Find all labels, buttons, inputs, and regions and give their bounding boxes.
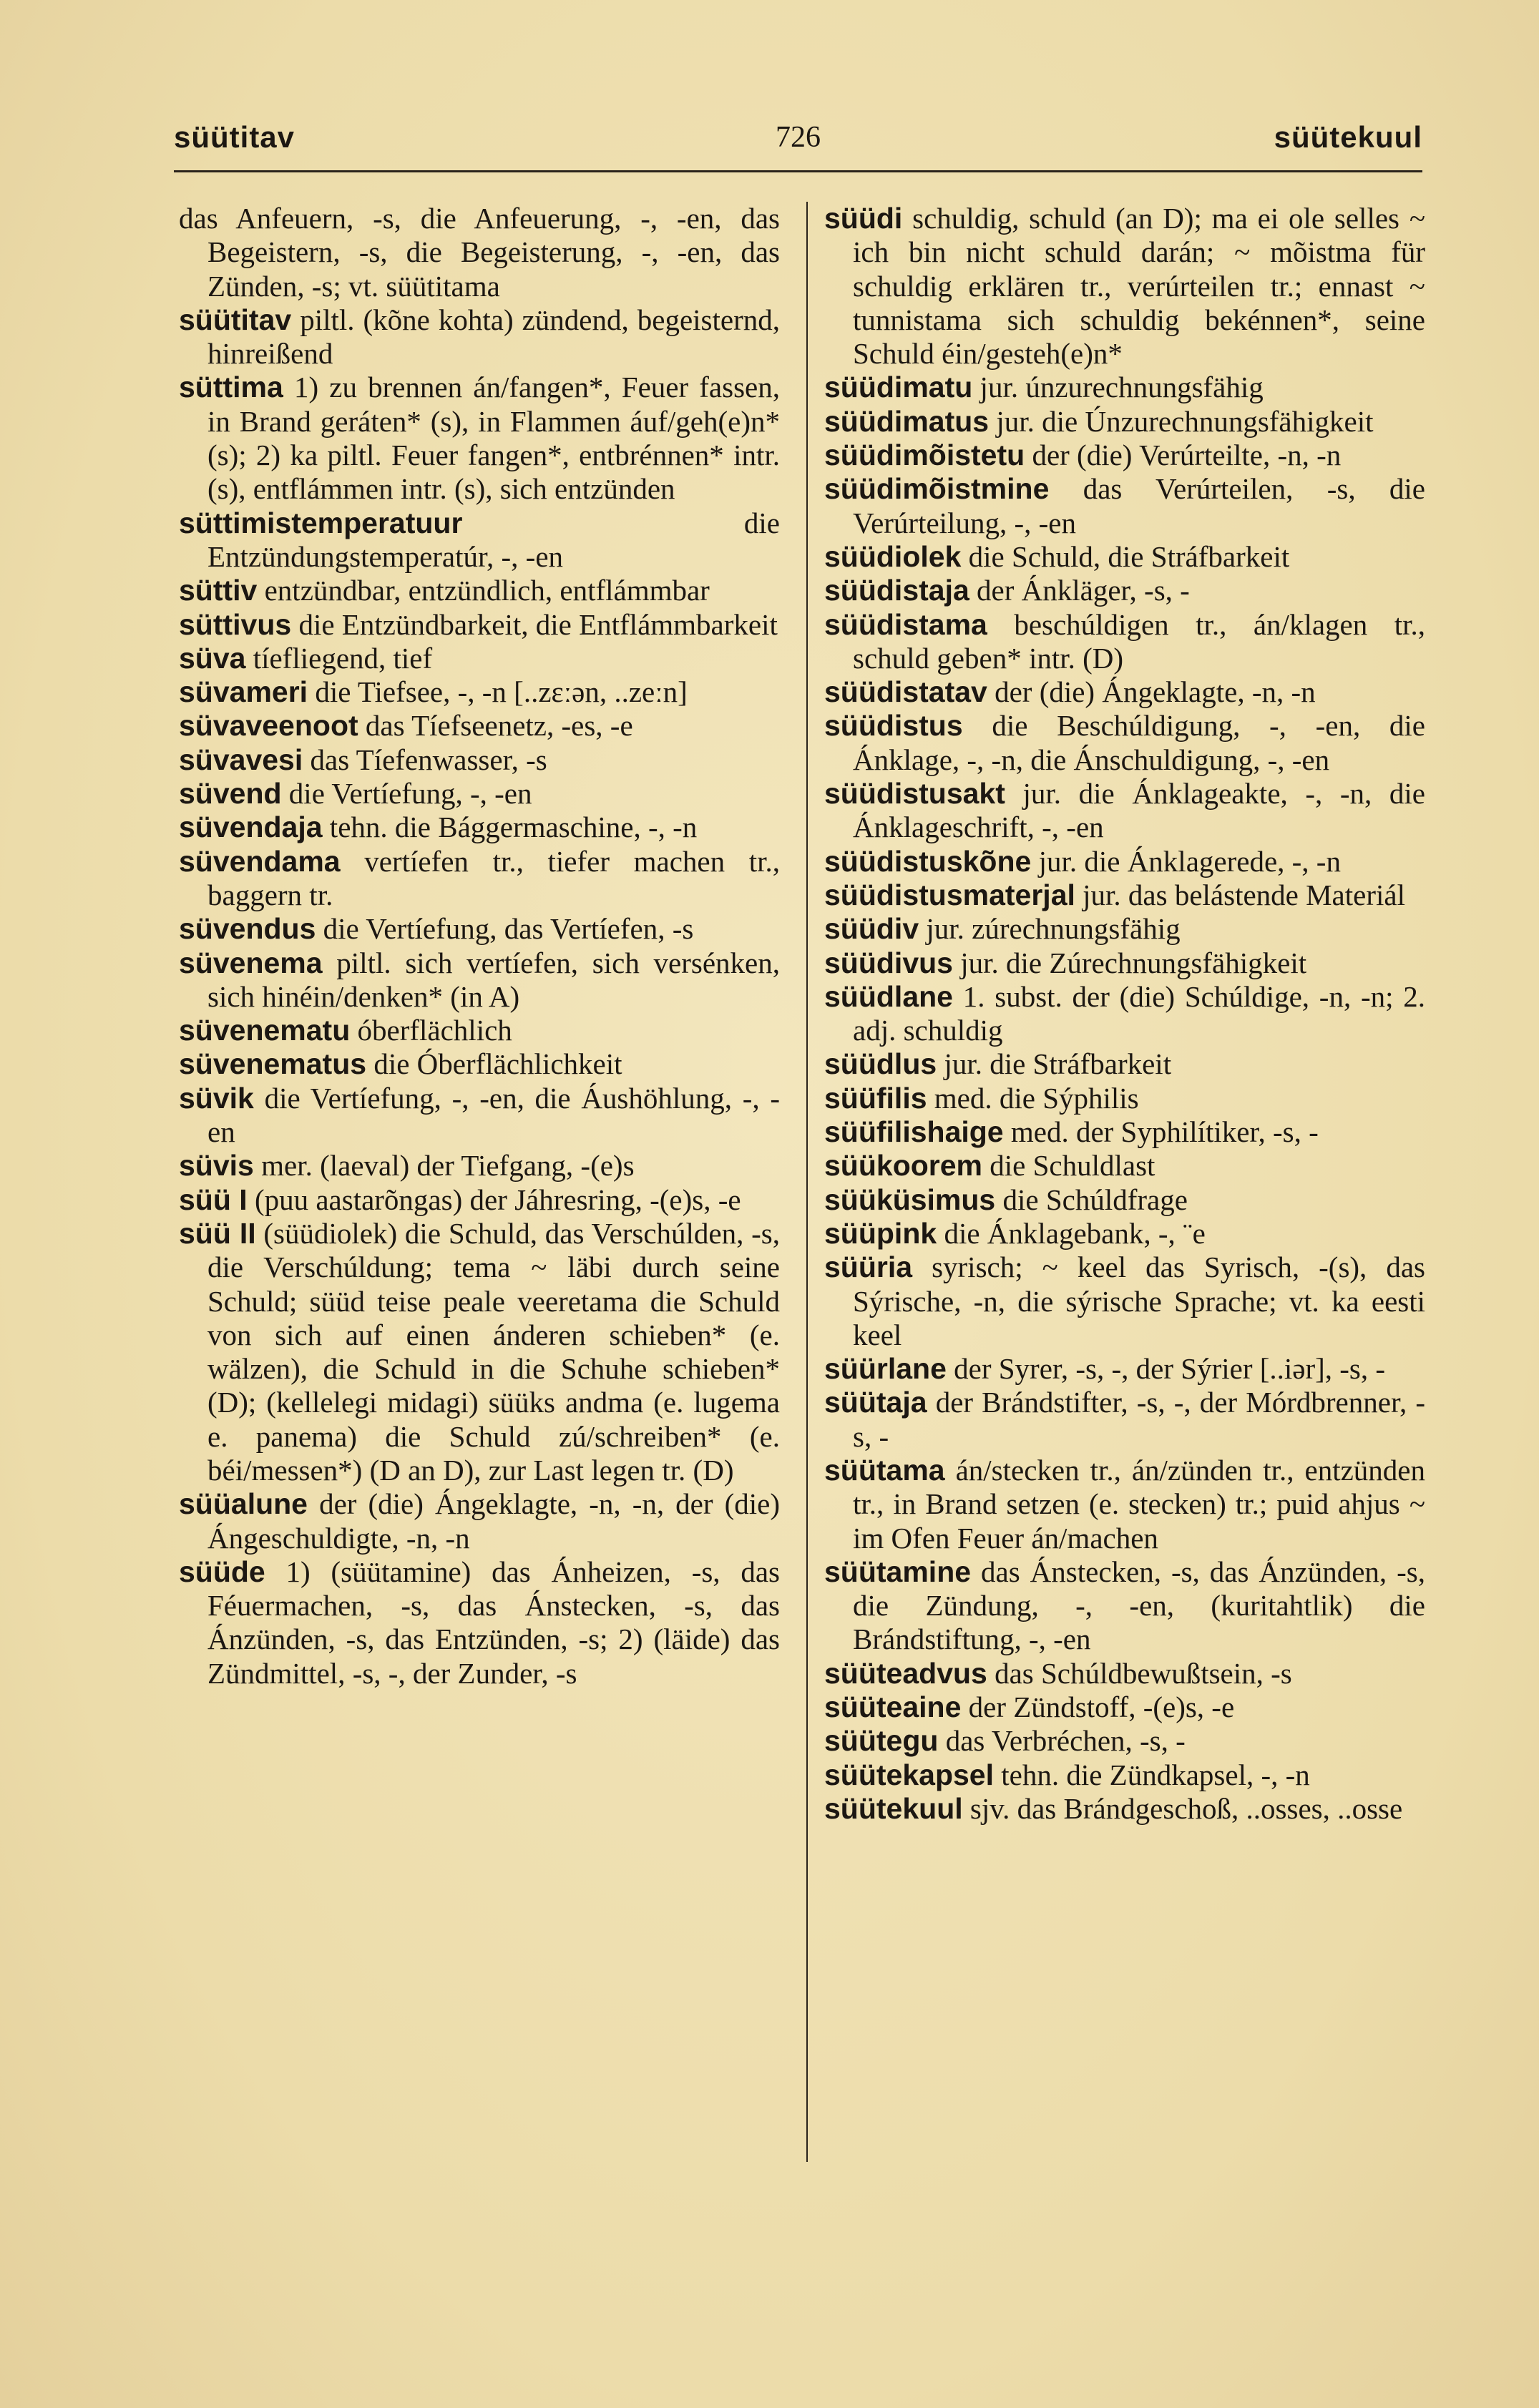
- dictionary-entry: [179, 574, 780, 607]
- entry-definition: der Ánkläger, -s, -: [977, 574, 1190, 607]
- entry-definition: med. der Syphilítiker, -s, -: [1010, 1115, 1319, 1149]
- entry-definition: die Vertíefung, -, -en, die Áushöhlung, -, -en: [207, 1081, 781, 1149]
- dictionary-entry: [824, 946, 1425, 980]
- dictionary-entry: [179, 675, 780, 709]
- dictionary-entry: [824, 1183, 1425, 1217]
- entry-headword: süüde: [179, 1555, 265, 1588]
- entry-headword: süüdi: [824, 202, 903, 235]
- entry-definition: jur. die Ánklageakte, -, -n, die Ánklageschrift, -, -en: [853, 777, 1425, 844]
- dictionary-entry: [824, 1454, 1425, 1555]
- entry-headword: süttivus: [179, 607, 292, 641]
- entry-headword: süüdistus: [824, 709, 963, 743]
- dictionary-entry: [824, 1690, 1425, 1724]
- entry-headword: süüria: [824, 1251, 913, 1284]
- dictionary-entry: [824, 912, 1425, 946]
- entry-headword: süttimistemperatuur: [179, 506, 463, 539]
- entry-definition: tehn. die Bággermaschine, -, -n: [329, 811, 698, 844]
- entry-headword: süüfilis: [824, 1081, 927, 1115]
- right-column: [824, 202, 1425, 1826]
- entry-definition: tíefliegend, tief: [253, 641, 433, 675]
- entry-definition: 1) (süütamine) das Ánheizen, -s, das Féuermachen, -s, das Ánstecken, -s, das Ánzünden, -s, das Entzünden, -s; 2) (läide) das Zündmittel, -s, -, der Zunder, -s: [207, 1555, 780, 1690]
- header-rule: [174, 170, 1422, 172]
- entry-definition: tehn. die Zündkapsel, -, -n: [1001, 1758, 1310, 1791]
- dictionary-entry: [824, 1386, 1425, 1454]
- dictionary-entry: [824, 1047, 1425, 1081]
- entry-definition: jur. zúrechnungsfähig: [926, 912, 1181, 946]
- dictionary-entry: [179, 642, 780, 675]
- entry-headword: süvendus: [179, 912, 316, 946]
- entry-definition: mer. (laeval) der Tiefgang, -(e)s: [261, 1149, 635, 1183]
- entry-headword: süvendama: [179, 844, 341, 878]
- entry-headword: süütekuul: [824, 1791, 963, 1825]
- entry-headword: süvenematus: [179, 1047, 367, 1081]
- entry-definition: das Verbréchen, -s, -: [945, 1724, 1186, 1758]
- entry-definition: der Brándstifter, -s, -, der Mórdbrenner, -s, -: [853, 1386, 1425, 1453]
- entry-definition: das Tíefenwasser, -s: [310, 743, 547, 776]
- entry-headword: süvenematu: [179, 1014, 351, 1047]
- dictionary-entry: [824, 1217, 1425, 1251]
- dictionary-entry: [179, 709, 780, 743]
- dictionary-entry: [179, 1082, 780, 1150]
- entry-definition: 1) zu brennen án/fangen*, Feuer fassen, in Brand geráten* (s), in Flammen áuf/geh(e)n* (s); 2) ka piltl. Feuer fangen*, entbrénnen* intr. (s), entflámmen intr. (s), sich entzünden: [207, 371, 780, 506]
- entry-headword: süüküsimus: [824, 1183, 996, 1216]
- entry-definition: die Entzündungstemperatúr, -, -en: [207, 506, 780, 573]
- entry-definition: die Ánklagebank, -, ¨e: [944, 1216, 1206, 1250]
- dictionary-entry: [179, 811, 780, 844]
- entry-definition: die Schuld, die Stráfbarkeit: [968, 539, 1290, 573]
- entry-headword: süva: [179, 641, 246, 675]
- dictionary-entry: [179, 777, 780, 811]
- dictionary-entry: [824, 1657, 1425, 1690]
- entry-headword: süüdistuskõne: [824, 844, 1032, 878]
- entry-definition: die Tiefsee, -, -n [..zɛːən, ..zeːn]: [315, 675, 688, 709]
- dictionary-entry: [179, 845, 780, 913]
- entry-definition: jur. die Ánklagerede, -, -n: [1038, 844, 1341, 878]
- entry-headword: süüdivus: [824, 946, 953, 979]
- entry-headword: süü II: [179, 1216, 256, 1250]
- dictionary-entry: [824, 1115, 1425, 1149]
- entry-headword: süvis: [179, 1149, 254, 1183]
- entry-definition: die Schúldfrage: [1002, 1183, 1188, 1216]
- dictionary-entry: [179, 912, 780, 946]
- entry-definition: (süüdiolek) die Schuld, das Verschúlden, -s, die Verschúldung; tema ~ läbi durch seine Schuld; süüd teise peale veeretama die Schuld von sich auf einen ánderen schieben* (e. wälzen), die Schuld in die Schuhe schieben* (D); (kellelegi midagi) süüks andma (e. lugema e. panema) die Schuld zú/schreiben* (e. béi/messen*) (D an D), zur Last legen tr. (D): [207, 1216, 780, 1487]
- dictionary-entry: [179, 1047, 780, 1081]
- dictionary-entry: [179, 1014, 780, 1047]
- dictionary-entry: [179, 1555, 780, 1690]
- entry-headword: süüdimatus: [824, 404, 990, 438]
- entry-definition: schuldig, schuld (an D); ma ei ole selles ~ ich bin nicht schuld darán; ~ mõistma für schuldig erklären tr., verúrteilen tr.; ennast ~ tunnistama sich schuldig bekénnen*, seine Schuld éin/gesteh(e)n*: [853, 202, 1425, 371]
- entry-headword: süüteaine: [824, 1690, 962, 1724]
- entry-definition: der Syrer, -s, -, der Sýrier [..iər], -s, -: [954, 1352, 1386, 1386]
- entry-definition: jur. únzurechnungsfähig: [979, 371, 1264, 404]
- entry-headword: süüdiv: [824, 912, 919, 946]
- entry-definition: jur. die Zúrechnungsfähigkeit: [960, 946, 1307, 979]
- entry-definition: die Vertíefung, das Vertíefen, -s: [323, 912, 694, 946]
- entry-headword: süüalune: [179, 1487, 308, 1521]
- entry-headword: süvik: [179, 1081, 254, 1115]
- dictionary-entry: [824, 878, 1425, 912]
- dictionary-entry: [824, 371, 1425, 404]
- entry-headword: süvavesi: [179, 743, 303, 776]
- entry-definition: piltl. (kõne kohta) zündend, begeisternd, hinreißend: [207, 303, 780, 371]
- entry-headword: süüdimõistmine: [824, 472, 1050, 506]
- dictionary-entry: [824, 202, 1425, 371]
- entry-headword: süü I: [179, 1183, 248, 1216]
- entry-definition: sjv. das Brándgeschoß, ..osses, ..osse: [969, 1791, 1403, 1825]
- dictionary-entry: [179, 202, 780, 303]
- dictionary-entry: [824, 472, 1425, 540]
- dictionary-entry: [824, 709, 1425, 777]
- dictionary-entry: [824, 777, 1425, 845]
- dictionary-entry: [824, 405, 1425, 439]
- dictionary-entry: [824, 980, 1425, 1048]
- dictionary-entry: [824, 1352, 1425, 1386]
- entry-definition: vertíefen tr., tiefer machen tr., baggern tr.: [207, 844, 781, 911]
- header-right-guideword: süütekuul: [1274, 120, 1422, 154]
- entry-definition: die Entzündbarkeit, die Entflámmbarkeit: [298, 607, 778, 641]
- entry-headword: süütegu: [824, 1724, 939, 1758]
- entry-definition: (puu aastarõngas) der Jáhresring, -(e)s, -e: [254, 1183, 741, 1216]
- entry-definition: beschúldigen tr., án/klagen tr., schuld geben* intr. (D): [853, 607, 1425, 675]
- dictionary-entry: [179, 1149, 780, 1183]
- entry-headword: süüteadvus: [824, 1656, 987, 1690]
- entry-headword: süüdlus: [824, 1047, 937, 1081]
- dictionary-entry: [824, 1555, 1425, 1657]
- dictionary-entry: [179, 371, 780, 506]
- dictionary-entry: [824, 540, 1425, 574]
- entry-headword: süttima: [179, 371, 283, 404]
- entry-headword: süvenema: [179, 946, 323, 979]
- header-left-guideword: süütitav: [174, 120, 295, 154]
- dictionary-entry: [179, 1487, 780, 1555]
- entry-definition: óberflächlich: [357, 1014, 512, 1047]
- entry-headword: süütitav: [179, 303, 292, 336]
- entry-headword: süükoorem: [824, 1149, 982, 1183]
- entry-definition: der (die) Ángeklagte, -n, -n, der (die) Ángeschuldigte, -n, -n: [207, 1487, 780, 1555]
- dictionary-entry: [824, 1149, 1425, 1183]
- entry-definition: das Anfeuern, -s, die Anfeuerung, -, -en, das Begeistern, -s, die Begeisterung, -, -en, das Zünden, -s; vt. süütitama: [179, 202, 780, 303]
- entry-headword: süüdimatu: [824, 371, 973, 404]
- entry-definition: jur. die Únzurechnungsfähigkeit: [996, 404, 1374, 438]
- entry-headword: süvaveenoot: [179, 709, 358, 743]
- page-number: 726: [776, 121, 821, 154]
- dictionary-entry: [824, 1758, 1425, 1792]
- entry-definition: das Ánstecken, -s, das Ánzünden, -s, die Zündung, -, -en, (kuritahtlik) die Brándstiftung, -, -en: [853, 1555, 1426, 1656]
- entry-definition: das Verúrteilen, -s, die Verúrteilung, -, -en: [853, 472, 1425, 539]
- dictionary-entry: [824, 608, 1425, 676]
- left-column: [179, 202, 780, 1690]
- dictionary-entry: [824, 439, 1425, 472]
- entry-headword: süüfilishaige: [824, 1115, 1004, 1149]
- page-header: [174, 113, 1422, 163]
- entry-definition: 1. subst. der (die) Schúldige, -n, -n; 2. adj. schuldig: [853, 979, 1426, 1047]
- entry-headword: süüpink: [824, 1216, 937, 1250]
- entry-definition: die Schuldlast: [990, 1149, 1156, 1183]
- entry-definition: der Zündstoff, -(e)s, -e: [968, 1690, 1235, 1724]
- entry-definition: piltl. sich vertíefen, sich versénken, sich hinéin/denken* (in A): [207, 946, 780, 1013]
- entry-definition: án/stecken tr., án/zünden tr., entzünden tr., in Brand setzen (e. stecken) tr.; puid ahjus ~ im Ofen Feuer án/machen: [853, 1453, 1426, 1555]
- entry-headword: süütamine: [824, 1555, 972, 1588]
- entry-definition: der (die) Ángeklagte, -n, -n: [995, 675, 1316, 709]
- entry-definition: das Tíefseenetz, -es, -e: [365, 709, 633, 743]
- dictionary-entry: [179, 946, 780, 1014]
- dictionary-entry: [179, 608, 780, 642]
- entry-definition: jur. das belástende Materiál: [1083, 878, 1405, 911]
- dictionary-entry: [824, 1251, 1425, 1352]
- dictionary-entry: [179, 506, 780, 574]
- entry-headword: süütaja: [824, 1386, 927, 1419]
- entry-definition: das Schúldbewußtsein, -s: [995, 1656, 1292, 1690]
- dictionary-entry: [179, 743, 780, 777]
- dictionary-entry: [179, 303, 780, 371]
- dictionary-entry: [824, 1724, 1425, 1758]
- entry-headword: süüdiolek: [824, 539, 962, 573]
- dictionary-entry: [824, 1792, 1425, 1826]
- column-divider: [806, 202, 808, 2162]
- entry-headword: süüdistaja: [824, 574, 969, 607]
- entry-headword: süttiv: [179, 574, 258, 607]
- entry-definition: entzündbar, entzündlich, entflámmbar: [264, 574, 710, 607]
- entry-definition: jur. die Stráfbarkeit: [944, 1047, 1172, 1081]
- dictionary-entry: [824, 675, 1425, 709]
- entry-headword: süüdimõistetu: [824, 439, 1025, 472]
- dictionary-entry: [824, 845, 1425, 878]
- dictionary-entry: [824, 1082, 1425, 1115]
- entry-headword: süütama: [824, 1453, 945, 1487]
- entry-definition: med. die Sýphilis: [934, 1081, 1139, 1115]
- dictionary-entry: [179, 1217, 780, 1487]
- entry-headword: süüdistatav: [824, 675, 987, 709]
- entry-definition: die Vertíefung, -, -en: [288, 777, 532, 811]
- entry-definition: die Beschúldigung, -, -en, die Ánklage, -, -n, die Ánschuldigung, -, -en: [853, 709, 1425, 776]
- entry-headword: süvendaja: [179, 811, 323, 844]
- entry-headword: süütekapsel: [824, 1758, 994, 1791]
- entry-definition: syrisch; ~ keel das Syrisch, -(s), das Sýrische, -n, die sýrische Sprache; vt. ka eesti keel: [853, 1251, 1425, 1351]
- entry-headword: süvameri: [179, 675, 308, 709]
- entry-headword: süüdistusakt: [824, 777, 1005, 811]
- entry-definition: der (die) Verúrteilte, -n, -n: [1032, 439, 1342, 472]
- dictionary-entry: [179, 1183, 780, 1217]
- entry-definition: die Óberflächlichkeit: [373, 1047, 622, 1081]
- entry-headword: süüdlane: [824, 979, 953, 1013]
- entry-headword: süvend: [179, 777, 282, 811]
- dictionary-entry: [824, 574, 1425, 607]
- entry-headword: süürlane: [824, 1352, 947, 1386]
- entry-headword: süüdistama: [824, 607, 987, 641]
- entry-headword: süüdistusmaterjal: [824, 878, 1075, 911]
